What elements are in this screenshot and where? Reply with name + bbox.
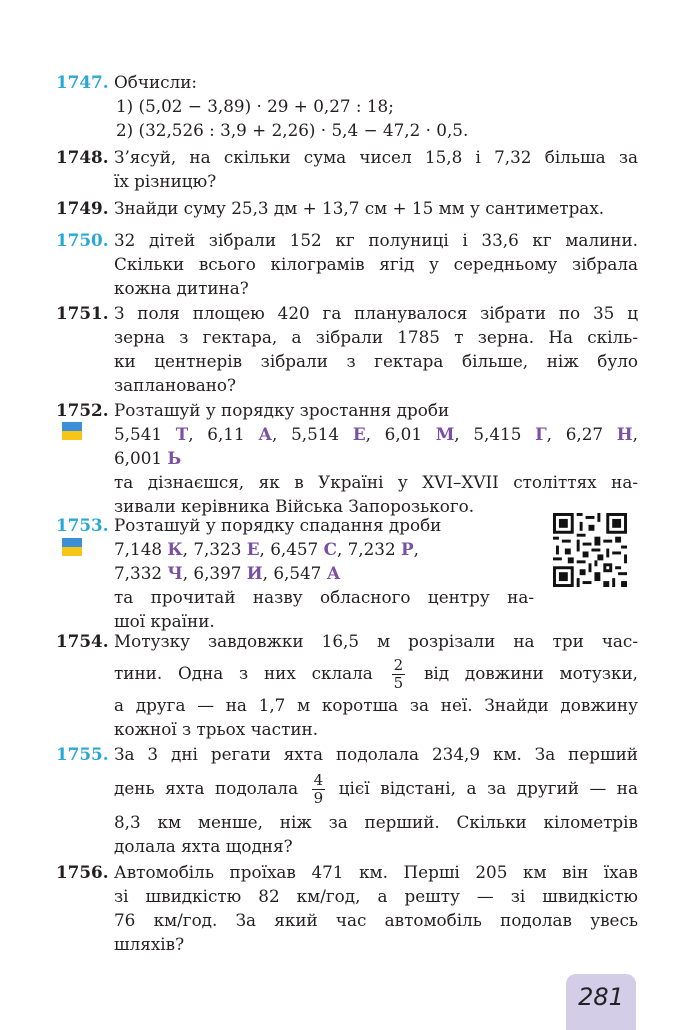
problem-text: Скільки всього кілограмів ягід у середньому зібрала: [114, 254, 638, 274]
ukraine-flag-icon: [62, 422, 82, 440]
problem-text: 76 км/год. За який час автомобіль подолав увесь: [114, 910, 638, 930]
ukraine-flag-icon: [62, 538, 82, 556]
answer-letter: А: [326, 563, 341, 583]
problem-text: Обчисли:: [114, 72, 198, 92]
answer-letter: Р: [401, 539, 414, 559]
answer-letter: Е: [246, 539, 260, 559]
qr-code-icon[interactable]: [553, 513, 627, 587]
answer-letter: И: [246, 563, 263, 583]
answer-letter: Ч: [167, 563, 183, 583]
problem-text: Автомобіль проїхав 471 км. Перші 205 км він їхав: [114, 862, 638, 882]
problem-number: 1756.: [56, 862, 109, 882]
problem-text: зерна з гектара, а зібрали 1785 т зерна. На скіль-: [114, 327, 638, 347]
fraction-list: 7,148 К, 7,323 Е, 6,457 С, 7,232 Р,: [114, 539, 419, 559]
problem-1753: [56, 513, 534, 633]
answer-letter: А: [258, 424, 273, 444]
problem-text: шої країни.: [114, 611, 215, 631]
page-number: 281: [566, 974, 636, 1030]
answer-letter: Е: [352, 424, 366, 444]
problem-number: 1753.: [56, 515, 109, 535]
problem-text: ки центнерів зібрали з гектара більше, ніж було: [114, 351, 638, 371]
problem-text: а друга — на 1,7 м коротша за неї. Знайди довжину: [114, 695, 638, 715]
problem-text: Розташуй у порядку спадання дроби: [114, 515, 442, 535]
problem-1750: [56, 228, 638, 300]
problem-number: 1750.: [56, 230, 109, 250]
problem-text: 2) (32,526 : 3,9 + 2,26) · 5,4 − 47,2 · 0,5.: [116, 120, 469, 140]
fraction-list: 6,001 Ь: [114, 448, 182, 468]
problem-number: 1751.: [56, 303, 109, 323]
problem-text: зі швидкістю 82 км/год, а решту — зі швидкістю: [114, 886, 638, 906]
problem-text: Знайди суму 25,3 дм + 13,7 см + 15 мм у сантиметрах.: [114, 198, 605, 218]
problem-text: шляхів?: [114, 934, 185, 954]
problem-number: 1752.: [56, 400, 109, 420]
answer-letter: С: [323, 539, 337, 559]
fraction-list: 5,541 Т, 6,11 А, 5,514 Е, 6,01 М, 5,415 Г, 6,27 Н,: [114, 424, 638, 444]
problem-text-with-fraction: день яхта подолала $\frac{4}{9}$ цієї відстані, а за другий — на: [114, 771, 638, 807]
problem-1751: [56, 301, 638, 397]
answer-letter: Г: [535, 424, 547, 444]
problem-text: кожна дитина?: [114, 278, 249, 298]
problem-text: З’ясуй, на скільки сума чисел 15,8 і 7,32 більша за: [114, 147, 638, 167]
problem-1748: [56, 145, 638, 193]
problem-number: 1755.: [56, 744, 109, 764]
problem-text: 32 дітей зібрали 152 кг полуниці і 33,6 кг малини.: [114, 230, 638, 250]
problem-text: зивали керівника Війська Запорозького.: [114, 496, 475, 516]
answer-letter: Н: [616, 424, 633, 444]
answer-letter: М: [435, 424, 455, 444]
problem-number: 1749.: [56, 198, 109, 218]
problem-text: За 3 дні регати яхта подолала 234,9 км. За перший: [114, 744, 638, 764]
problem-text: 1) (5,02 − 3,89) · 29 + 0,27 : 18;: [116, 96, 394, 116]
problem-text: Розташуй у порядку зростання дроби: [114, 400, 450, 420]
problem-number: 1748.: [56, 147, 109, 167]
problem-text-with-fraction: тини. Одна з них склала $\frac{2}{5}$ від довжини мотузки,: [114, 656, 639, 692]
problem-1756: [56, 860, 638, 956]
problem-text: З поля площею 420 га планувалося зібрати по 35 ц: [114, 303, 638, 323]
problem-text: та прочитай назву обласного центру на-: [114, 587, 534, 607]
problem-text: заплановано?: [114, 375, 237, 395]
problem-text: 8,3 км менше, ніж за перший. Скільки кілометрів: [114, 812, 638, 832]
answer-letter: К: [167, 539, 183, 559]
problem-1752: [56, 398, 638, 518]
problem-text: та дізнаєшся, як в Україні у XVI–XVII століттях на-: [114, 472, 638, 492]
problem-1754: [56, 629, 638, 741]
problem-text: їх різницю?: [114, 171, 217, 191]
fraction: $\frac{4}{9}$: [313, 771, 324, 807]
problem-1747: [56, 70, 638, 142]
problem-text: Мотузку завдовжки 16,5 м розрізали на три час-: [114, 631, 638, 651]
answer-letter: Ь: [167, 448, 182, 468]
problem-text: кожної з трьох частин.: [114, 719, 319, 739]
problem-number: 1754.: [56, 631, 109, 651]
problem-number: 1747.: [56, 72, 109, 92]
fraction: $\frac{2}{5}$: [393, 656, 404, 692]
problem-1749: [56, 196, 638, 220]
answer-letter: Т: [175, 424, 189, 444]
problem-1755: [56, 742, 638, 858]
problem-text: долала яхта щодня?: [114, 836, 293, 856]
fraction-list: 7,332 Ч, 6,397 И, 6,547 А: [114, 563, 341, 583]
